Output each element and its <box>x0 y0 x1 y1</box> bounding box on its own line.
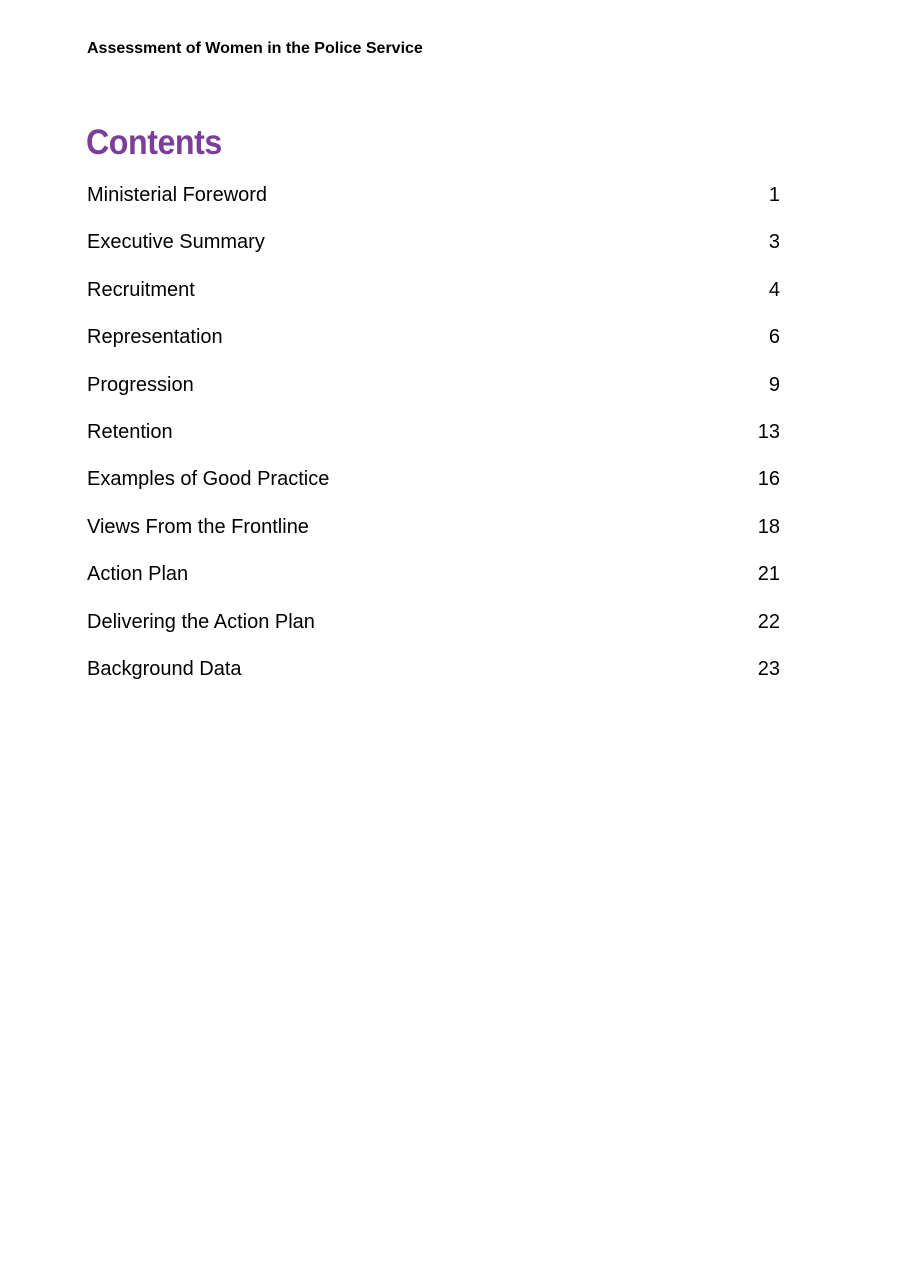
toc-entry-label: Examples of Good Practice <box>87 468 330 491</box>
contents-heading: Contents <box>86 123 222 162</box>
toc-entry-action-plan <box>87 561 780 608</box>
toc-entry-representation <box>87 324 780 371</box>
toc-entry-page-number: 6 <box>768 326 780 349</box>
toc-entry-background-data <box>87 656 780 703</box>
toc-entry-ministerial-foreword <box>87 182 780 229</box>
toc-entry-examples-of-good-practice <box>87 466 780 513</box>
toc-entry-progression <box>87 372 780 419</box>
toc-entry-label: Executive Summary <box>87 231 265 254</box>
toc-entry-page-number: 18 <box>757 515 780 538</box>
toc-entry-label: Action Plan <box>87 563 189 586</box>
toc-entry-page-number: 21 <box>757 563 780 586</box>
table-of-contents <box>87 182 780 703</box>
toc-entry-page-number: 3 <box>768 231 780 254</box>
toc-entry-retention <box>87 419 780 466</box>
toc-entry-label: Progression <box>87 373 194 396</box>
running-header: Assessment of Women in the Police Service <box>87 40 423 57</box>
toc-entry-label: Background Data <box>87 657 242 680</box>
toc-entry-label: Delivering the Action Plan <box>87 610 315 633</box>
toc-entry-page-number: 1 <box>768 184 780 206</box>
toc-entry-page-number: 13 <box>757 420 780 443</box>
toc-entry-page-number: 9 <box>768 373 780 396</box>
toc-entry-label: Representation <box>87 326 223 349</box>
toc-entry-label: Ministerial Foreword <box>87 184 268 206</box>
toc-entry-label: Recruitment <box>87 278 195 301</box>
toc-entry-page-number: 22 <box>757 610 780 633</box>
toc-entry-page-number: 23 <box>757 657 780 680</box>
toc-entry-label: Retention <box>87 420 173 443</box>
toc-entry-page-number: 16 <box>757 468 780 491</box>
toc-entry-delivering-the-action-plan <box>87 609 780 656</box>
toc-entry-recruitment <box>87 277 780 324</box>
toc-entry-label: Views From the Frontline <box>87 515 309 538</box>
toc-entry-executive-summary <box>87 229 780 276</box>
toc-entry-views-from-the-frontline <box>87 514 780 561</box>
toc-entry-page-number: 4 <box>768 278 780 301</box>
